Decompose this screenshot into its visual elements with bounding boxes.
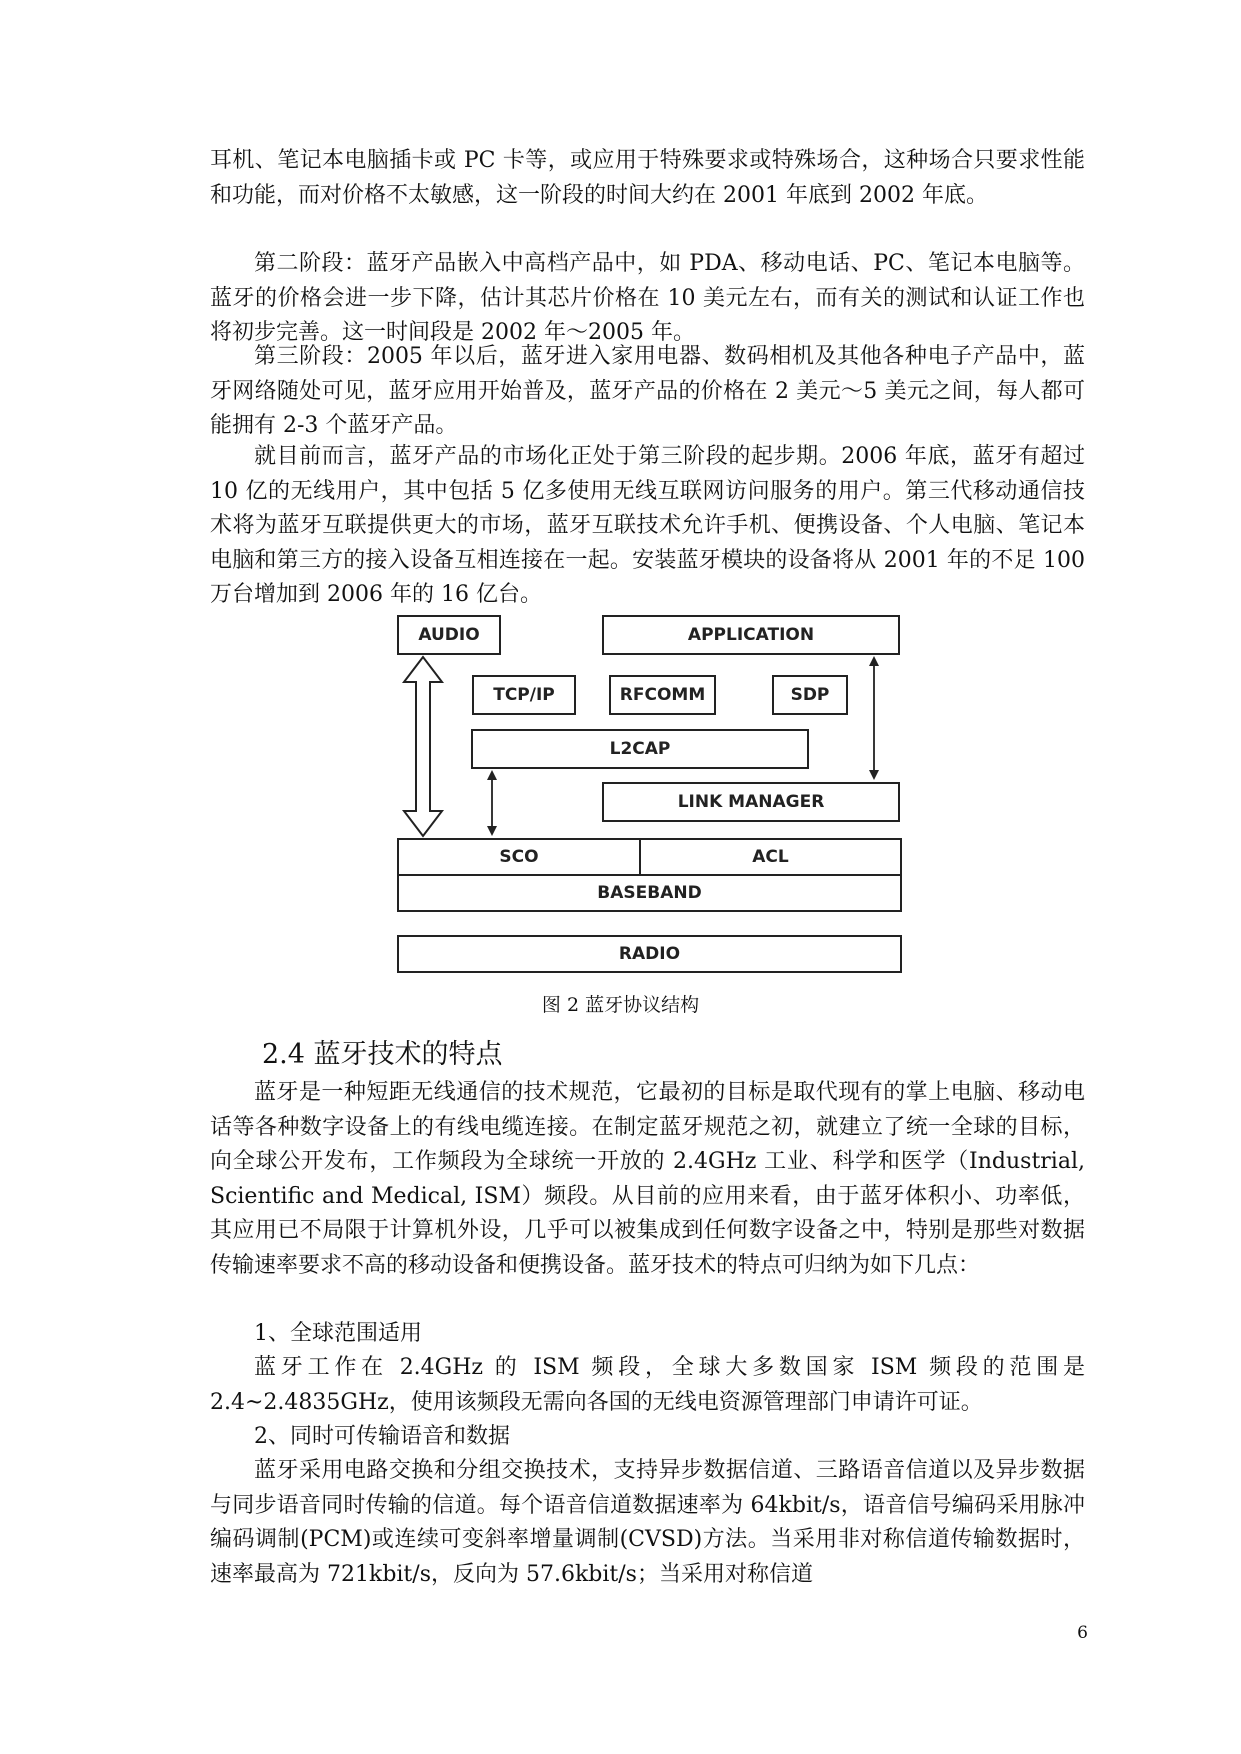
list-item-global-range: 1、全球范围适用 bbox=[254, 1321, 422, 1346]
paragraph-stage3: 第三阶段：2005 年以后，蓝牙进入家用电器、数码相机及其他各种电子产品中，蓝牙网络随处可见，蓝牙应用开始普及，蓝牙产品的价格在 2 美元～5 美元之间，每人都可能拥有 2-3 个蓝牙产品。 bbox=[210, 344, 1085, 438]
acl-box: ACL bbox=[639, 838, 902, 876]
diagram-arrows bbox=[394, 612, 909, 982]
sdp-box: SDP bbox=[772, 675, 848, 715]
audio-sco-double-arrow bbox=[404, 657, 442, 836]
sco-box: SCO bbox=[397, 838, 641, 876]
radio-box: RADIO bbox=[397, 935, 902, 973]
section-heading: 2.4 蓝牙技术的特点 bbox=[262, 1039, 503, 1070]
audio-box: AUDIO bbox=[397, 615, 501, 655]
paragraph-current-status: 就目前而言，蓝牙产品的市场化正处于第三阶段的起步期。2006 年底，蓝牙有超过 10 亿的无线用户，其中包括 5 亿多使用无线互联网访问服务的用户。第三代移动通信技术将为蓝牙互联提供更大的市场，蓝牙互联技术允许手机、便携设备、个人电脑、笔记本电脑和第三方的接入设备互相连接在一起。安装蓝牙模块的设备将从 2001 年的不足 100 万台增加到 2006 年的 16 亿台。 bbox=[210, 444, 1085, 607]
page-number: 6 bbox=[1077, 1623, 1088, 1643]
application-box: APPLICATION bbox=[602, 615, 900, 655]
paragraph-voice-data: 蓝牙采用电路交换和分组交换技术，支持异步数据信道、三路语音信道以及异步数据与同步语音同时传输的信道。每个语音信道数据速率为 64kbit/s，语音信号编码采用脉冲编码调制(PCM)或连续可变斜率增量调制(CVSD)方法。当采用非对称信道传输数据时，速率最高为 721kbit/s，反向为 57.6kbit/s；当采用对称信道 bbox=[210, 1458, 1085, 1587]
paragraph-global-range: 蓝牙工作在 2.4GHz 的 ISM 频段，全球大多数国家 ISM 频段的范围是 2.4~2.4835GHz，使用该频段无需向各国的无线电资源管理部门申请许可证。 bbox=[210, 1355, 1085, 1415]
tcpip-box: TCP/IP bbox=[472, 675, 576, 715]
paragraph-features-intro: 蓝牙是一种短距无线通信的技术规范，它最初的目标是取代现有的掌上电脑、移动电话等各种数字设备上的有线电缆连接。在制定蓝牙规范之初，就建立了统一全球的目标，向全球公开发布，工作频段为全球统一开放的 2.4GHz 工业、科学和医学（Industrial, Scientific and Medical, ISM）频段。从目前的应用来看，由于蓝牙体积小、功率低，其应用已不局限于计算机外设，几乎可以被集成到任何数字设备之中，特别是那些对数据传输速率要求不高的移动设备和便携设备。蓝牙技术的特点可归纳为如下几点： bbox=[210, 1080, 1085, 1278]
paragraph-stage1-end: 耳机、笔记本电脑插卡或 PC 卡等，或应用于特殊要求或特殊场合，这种场合只要求性能和功能，而对价格不太敏感，这一阶段的时间大约在 2001 年底到 2002 年底。 bbox=[210, 148, 1085, 208]
list-item-voice-data: 2、同时可传输语音和数据 bbox=[254, 1424, 510, 1449]
l2cap-box: L2CAP bbox=[471, 729, 809, 769]
paragraph-stage2: 第二阶段：蓝牙产品嵌入中高档产品中，如 PDA、移动电话、PC、笔记本电脑等。蓝牙的价格会进一步下降，估计其芯片价格在 10 美元左右，而有关的测试和认证工作也将初步完善。这一时间段是 2002 年～2005 年。 bbox=[210, 251, 1085, 345]
bluetooth-protocol-diagram bbox=[394, 612, 909, 982]
figure-caption: 图 2 蓝牙协议结构 bbox=[541, 994, 700, 1016]
baseband-box: BASEBAND bbox=[397, 874, 902, 912]
rfcomm-box: RFCOMM bbox=[609, 675, 716, 715]
link-manager-box: LINK MANAGER bbox=[602, 782, 900, 822]
